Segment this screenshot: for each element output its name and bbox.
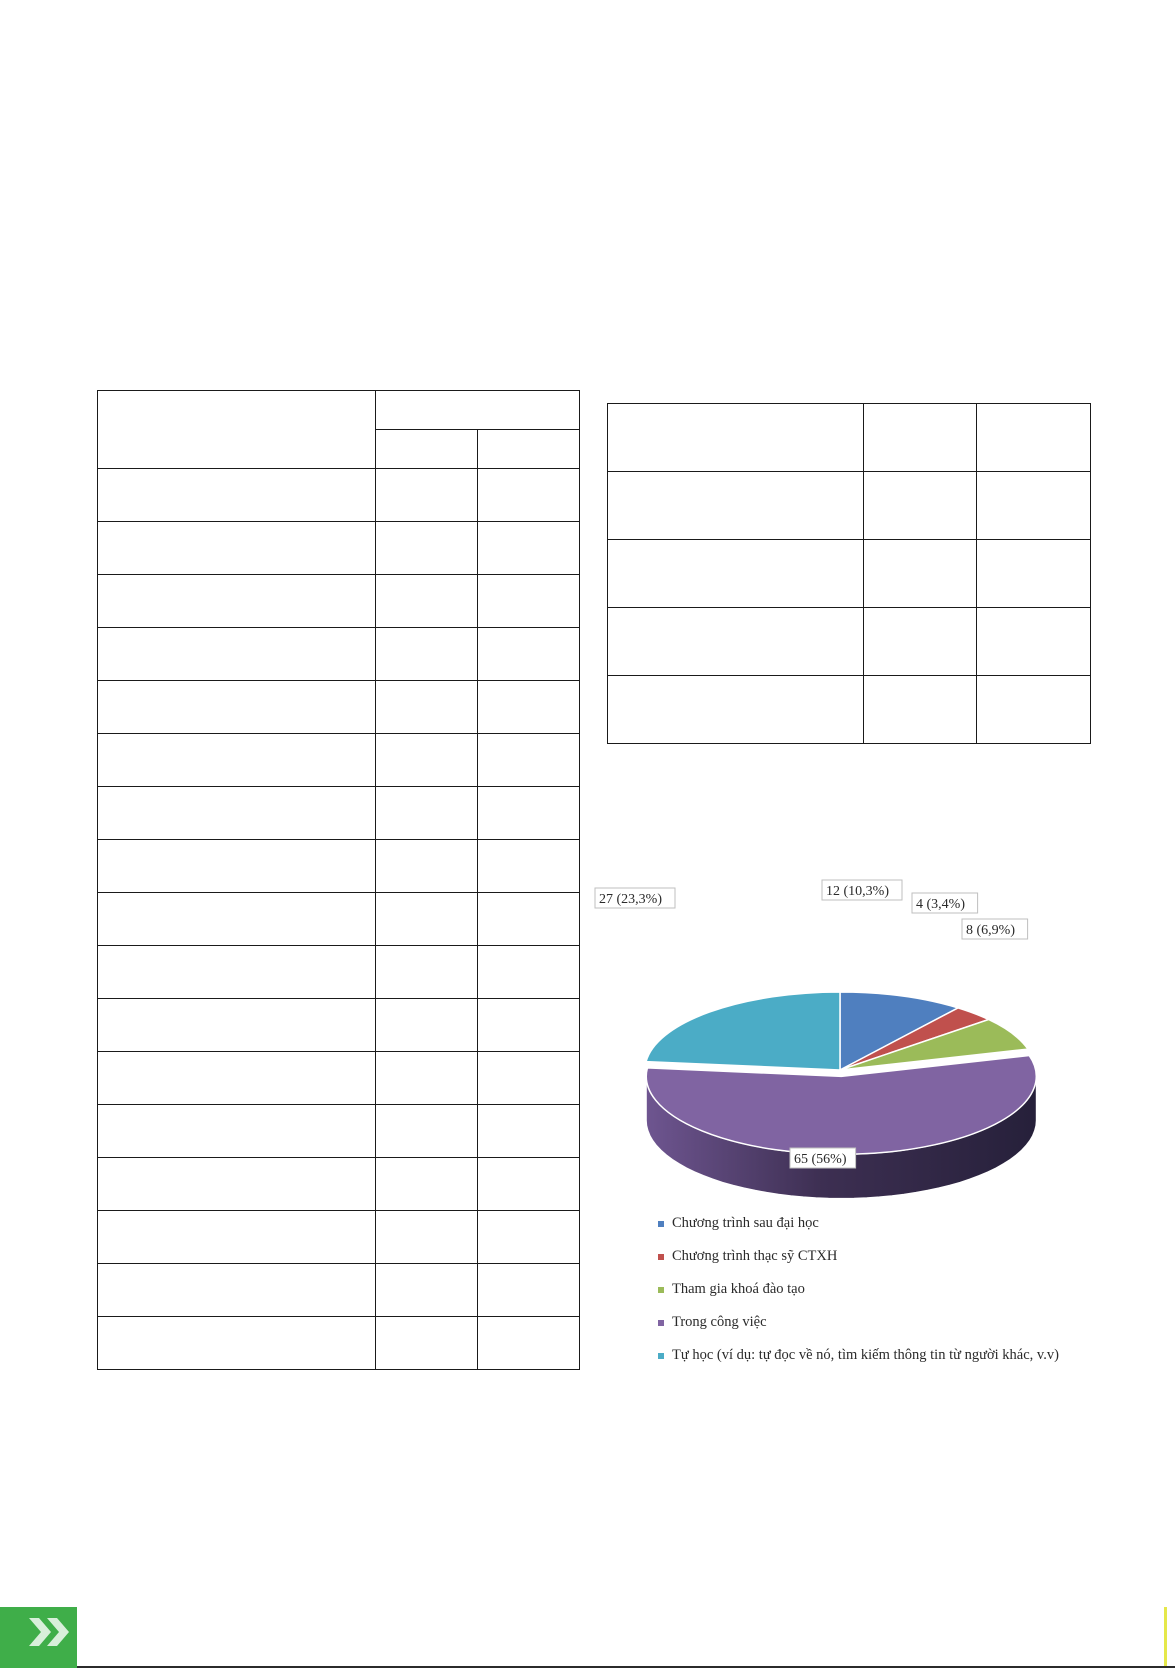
footer-badge	[0, 1607, 77, 1668]
table-header-row	[608, 404, 1091, 472]
table-row	[608, 472, 1091, 540]
legend-item	[655, 1281, 1075, 1298]
right-table	[607, 403, 1091, 744]
table-row	[98, 522, 580, 575]
table-row	[98, 469, 580, 522]
data-label	[790, 1148, 856, 1168]
legend-label: Tham gia khoá đào tạo	[672, 1281, 805, 1297]
chart-legend	[655, 1215, 1075, 1380]
pie-slices	[646, 992, 1036, 1154]
table-header-cell	[376, 391, 580, 430]
legend-swatch	[658, 1254, 664, 1260]
table-row	[98, 1317, 580, 1370]
legend-swatch	[658, 1353, 664, 1359]
table-row	[98, 840, 580, 893]
table-header-cell	[376, 430, 478, 469]
legend-swatch	[658, 1320, 664, 1326]
data-label	[962, 919, 1028, 939]
legend-swatch	[658, 1221, 664, 1227]
table-header-cell	[98, 391, 376, 469]
table-row	[98, 575, 580, 628]
table-row	[98, 628, 580, 681]
table-row	[98, 1264, 580, 1317]
legend-label: Trong công việc	[672, 1314, 767, 1330]
legend-item	[655, 1248, 1075, 1265]
legend-swatch	[658, 1287, 664, 1293]
table-row	[98, 1105, 580, 1158]
data-label-text: 27 (23,3%)	[599, 892, 662, 907]
table-row	[98, 681, 580, 734]
page-edge-mark	[1164, 1607, 1167, 1666]
legend-label: Tự học (ví dụ: tự đọc về nó, tìm kiếm thông tin từ người khác, v.v)	[672, 1347, 1059, 1363]
data-label	[912, 893, 978, 913]
data-label-text: 8 (6,9%)	[966, 923, 1015, 938]
data-label-text: 12 (10,3%)	[826, 884, 889, 899]
table-row	[608, 540, 1091, 608]
data-label	[595, 888, 675, 908]
data-label	[822, 880, 902, 900]
legend-item	[655, 1347, 1075, 1364]
data-label-text: 65 (56%)	[794, 1152, 847, 1167]
pie-chart	[600, 880, 1100, 1190]
legend-item	[655, 1215, 1075, 1232]
table-row	[98, 1052, 580, 1105]
pie-slice	[646, 992, 840, 1070]
legend-item	[655, 1314, 1075, 1331]
table-row	[98, 787, 580, 840]
table-row	[98, 1158, 580, 1211]
table-row	[608, 608, 1091, 676]
table-header-cell	[478, 430, 580, 469]
legend-label: Chương trình thạc sỹ CTXH	[672, 1248, 838, 1264]
left-table	[97, 390, 580, 1370]
table-row	[98, 1211, 580, 1264]
data-label-text: 4 (3,4%)	[916, 897, 965, 912]
table-row	[98, 893, 580, 946]
double-chevron-right-icon	[27, 1615, 73, 1649]
table-row	[98, 999, 580, 1052]
table-row	[98, 946, 580, 999]
table-row	[98, 734, 580, 787]
legend-label: Chương trình sau đại học	[672, 1215, 819, 1231]
table-row	[608, 676, 1091, 744]
